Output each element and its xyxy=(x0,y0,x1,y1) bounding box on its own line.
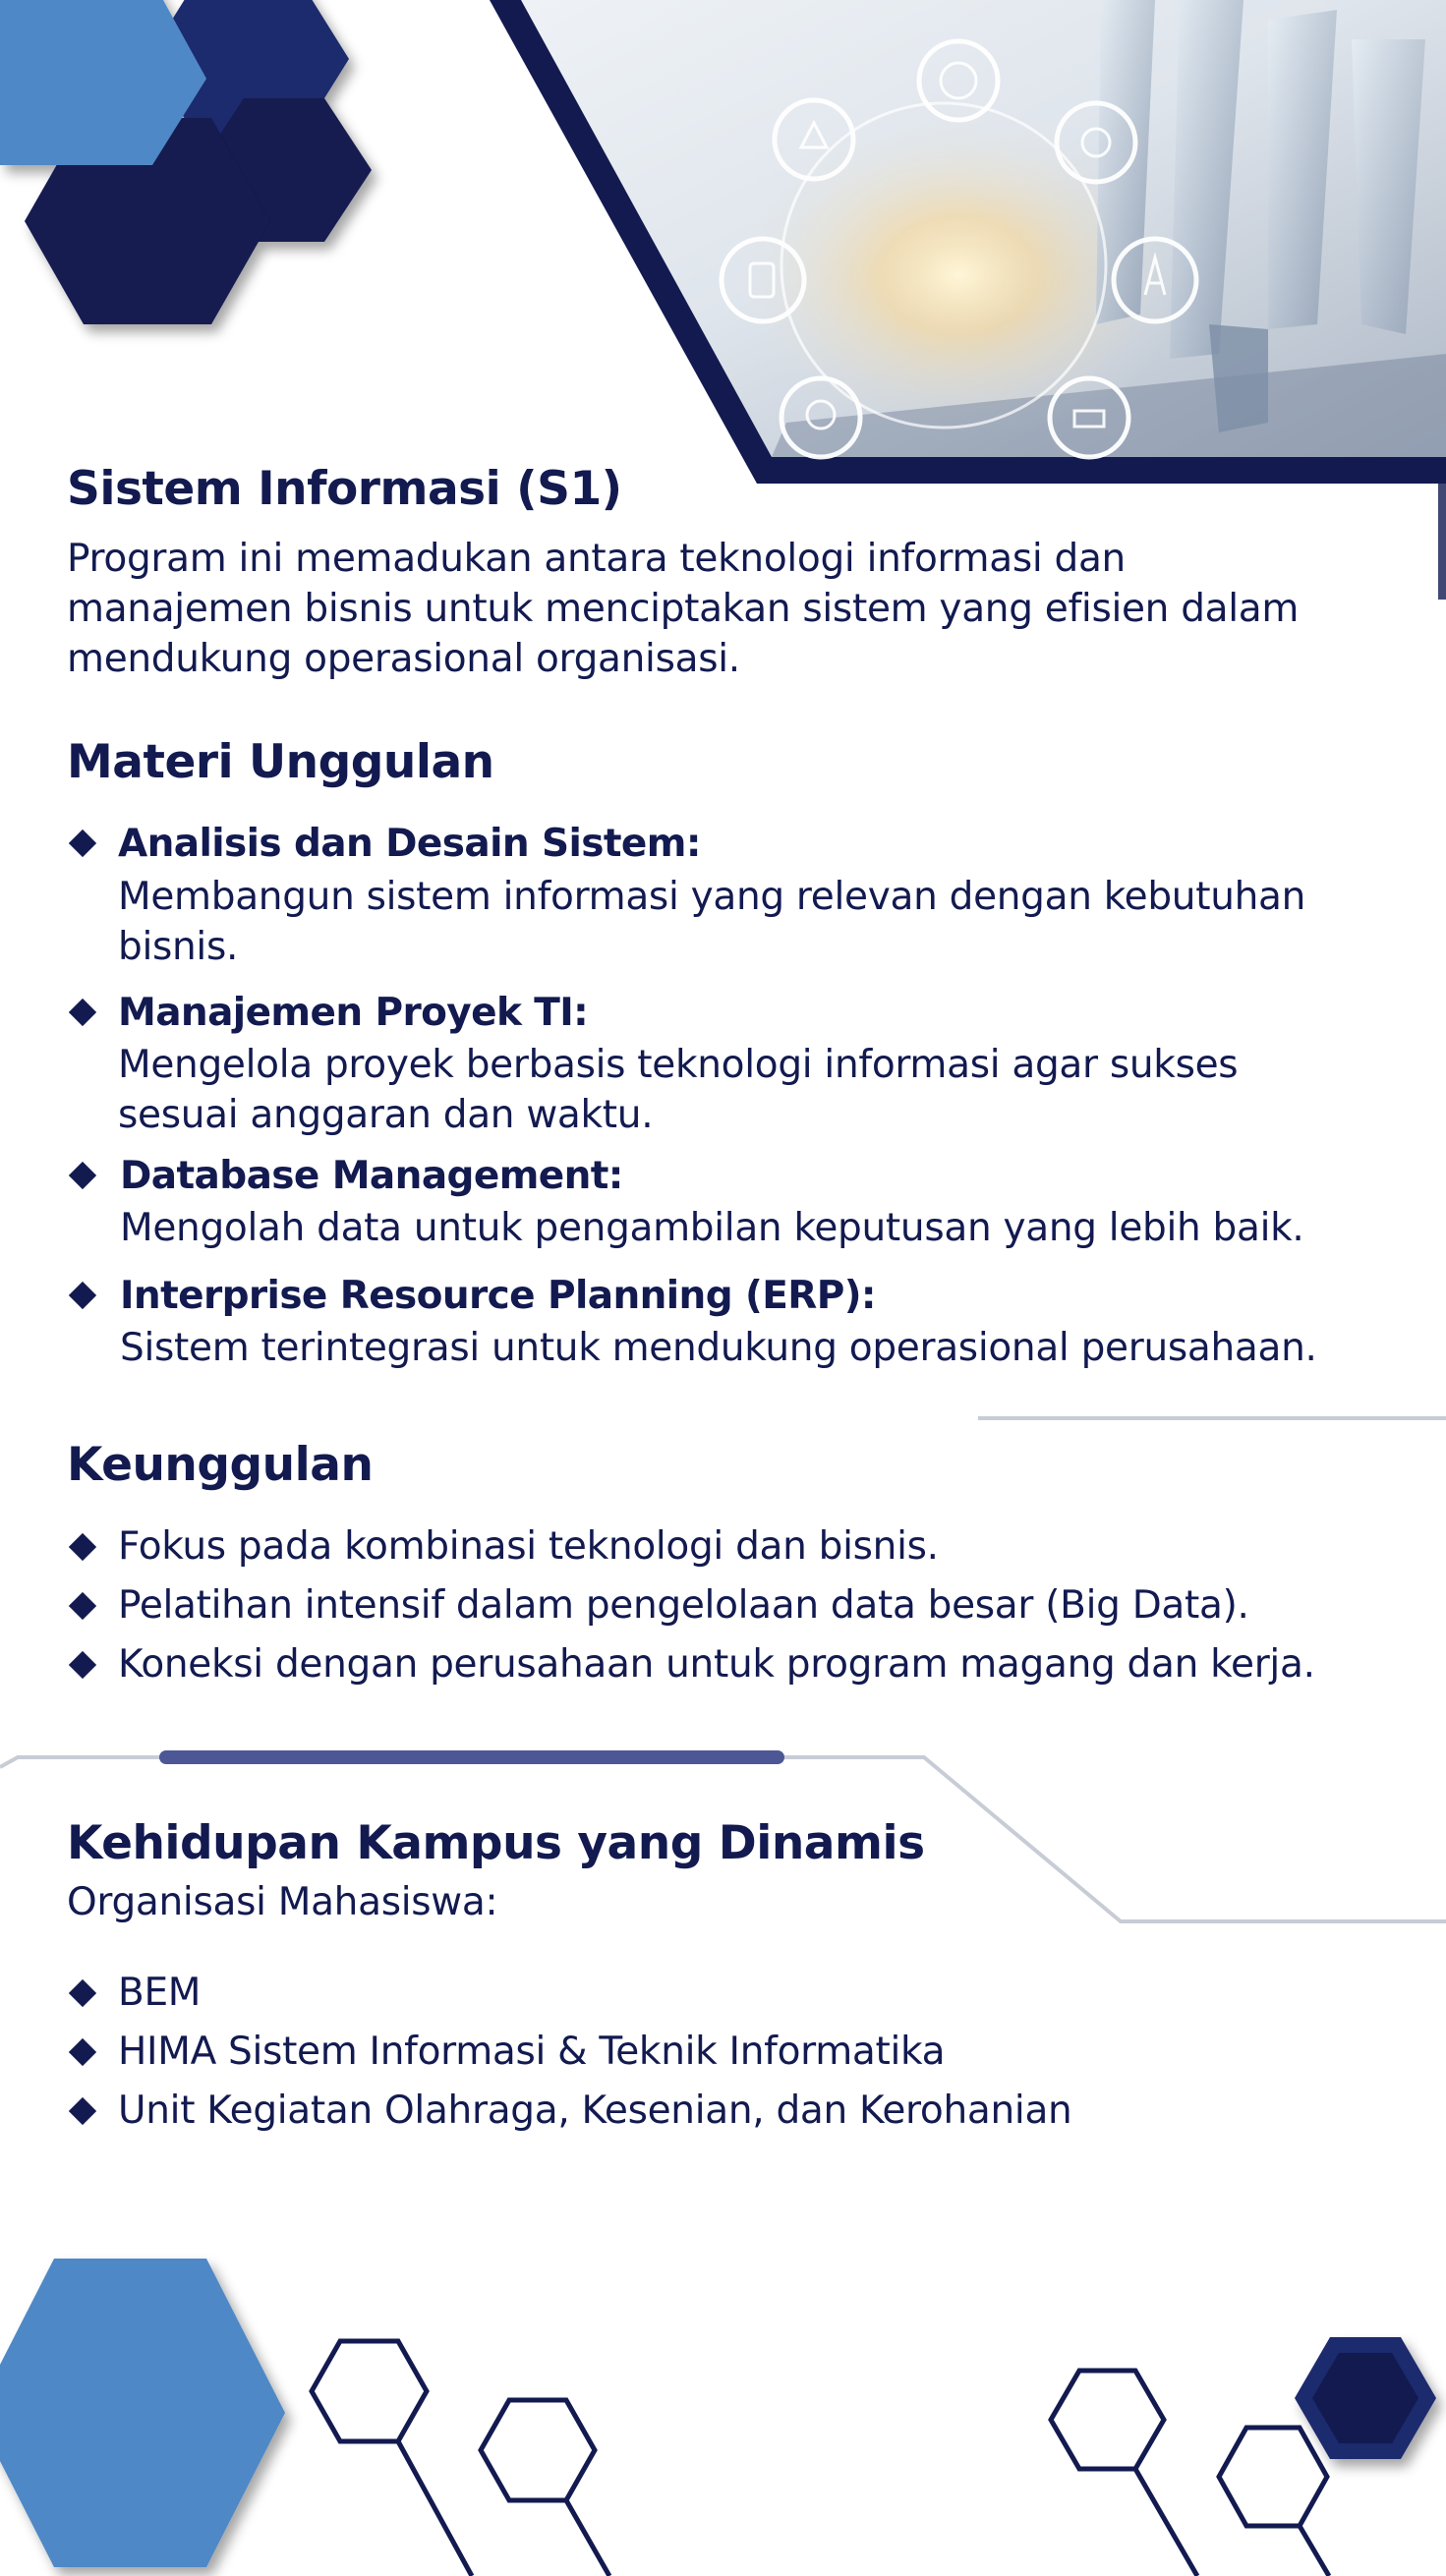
materi-item-desc xyxy=(118,1040,1238,1140)
header-photo xyxy=(490,0,1446,484)
materi-item-line: Mengolah data untuk pengambilan keputusan yang lebih baik. xyxy=(120,1206,1304,1250)
program-title: Sistem Informasi (S1) xyxy=(67,462,622,516)
hexagon-cluster-bottom-right xyxy=(1051,2337,1436,2576)
description-line: mendukung operasional organisasi. xyxy=(67,637,740,681)
description-line: manajemen bisnis untuk menciptakan sistem yang efisien dalam xyxy=(67,587,1300,631)
materi-heading: Materi Unggulan xyxy=(67,735,494,789)
kampus-item: BEM xyxy=(118,1971,202,2015)
keunggulan-item: Fokus pada kombinasi teknologi dan bisnis. xyxy=(118,1524,939,1569)
kampus-subheading: Organisasi Mahasiswa: xyxy=(67,1880,498,1924)
program-description xyxy=(67,534,1423,684)
materi-item-line: sesuai anggaran dan waktu. xyxy=(118,1093,654,1137)
hexagon-cluster-top xyxy=(0,0,372,324)
hexagon-cluster-bottom-left xyxy=(0,2259,609,2576)
materi-item-line: bisnis. xyxy=(118,925,239,969)
materi-item-desc xyxy=(118,872,1305,972)
kampus-heading: Kehidupan Kampus yang Dinamis xyxy=(67,1816,925,1870)
materi-item-title: Database Management: xyxy=(120,1154,623,1198)
description-line: Program ini memadukan antara teknologi informasi dan xyxy=(67,537,1126,581)
keunggulan-heading: Keunggulan xyxy=(67,1438,374,1492)
materi-item-desc xyxy=(120,1323,1317,1373)
kampus-item: Unit Kegiatan Olahraga, Kesenian, dan Kerohanian xyxy=(118,2089,1072,2133)
materi-item-title: Analisis dan Desain Sistem: xyxy=(118,822,701,866)
keunggulan-item: Koneksi dengan perusahaan untuk program magang dan kerja. xyxy=(118,1642,1315,1687)
materi-item-title: Manajemen Proyek TI: xyxy=(118,991,589,1035)
materi-item-title: Interprise Resource Planning (ERP): xyxy=(120,1274,876,1318)
keunggulan-item: Pelatihan intensif dalam pengelolaan data besar (Big Data). xyxy=(118,1583,1249,1628)
materi-item-line: Sistem terintegrasi untuk mendukung operasional perusahaan. xyxy=(120,1326,1317,1370)
materi-item-line: Membangun sistem informasi yang relevan dengan kebutuhan xyxy=(118,875,1306,919)
kampus-item: HIMA Sistem Informasi & Teknik Informatika xyxy=(118,2030,946,2074)
materi-item-desc xyxy=(120,1203,1304,1253)
materi-item-line: Mengelola proyek berbasis teknologi informasi agar sukses xyxy=(118,1043,1239,1087)
